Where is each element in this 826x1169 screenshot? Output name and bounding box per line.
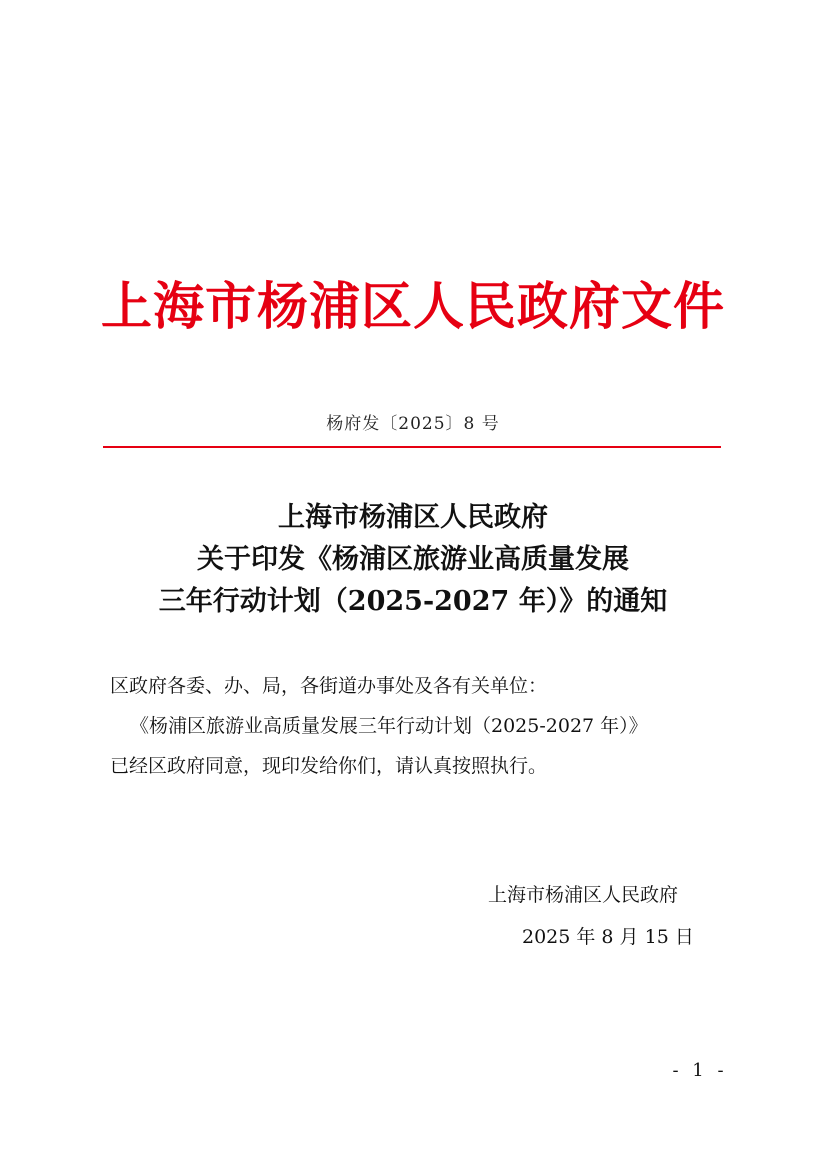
addressee-line: 区政府各委、办、局，各街道办事处及各有关单位： — [110, 675, 548, 697]
signature-date: 2025 年 8 月 15 日 — [522, 926, 694, 948]
masthead-title: 上海市杨浦区人民政府文件 — [100, 277, 725, 337]
notice-body — [110, 666, 730, 786]
notice-title-line-3: 三年行动计划（2025-2027 年）》的通知 — [158, 586, 668, 617]
notice-title-line-2: 关于印发《杨浦区旅游业高质量发展 — [197, 544, 629, 575]
document-number: 杨府发〔2025〕8 号 — [326, 414, 500, 434]
signature-block — [470, 874, 730, 958]
notice-title — [0, 497, 826, 623]
signature-organization: 上海市杨浦区人民政府 — [488, 884, 679, 906]
body-paragraph-line-1: 《杨浦区旅游业高质量发展三年行动计划（2025-2027 年）》 — [130, 715, 648, 737]
body-paragraph-line-2: 已经区政府同意，现印发给你们，请认真按照执行。 — [110, 755, 548, 777]
page-number: - 1 - — [672, 1060, 728, 1081]
notice-title-line-1: 上海市杨浦区人民政府 — [278, 502, 548, 533]
red-separator-line — [103, 446, 721, 448]
